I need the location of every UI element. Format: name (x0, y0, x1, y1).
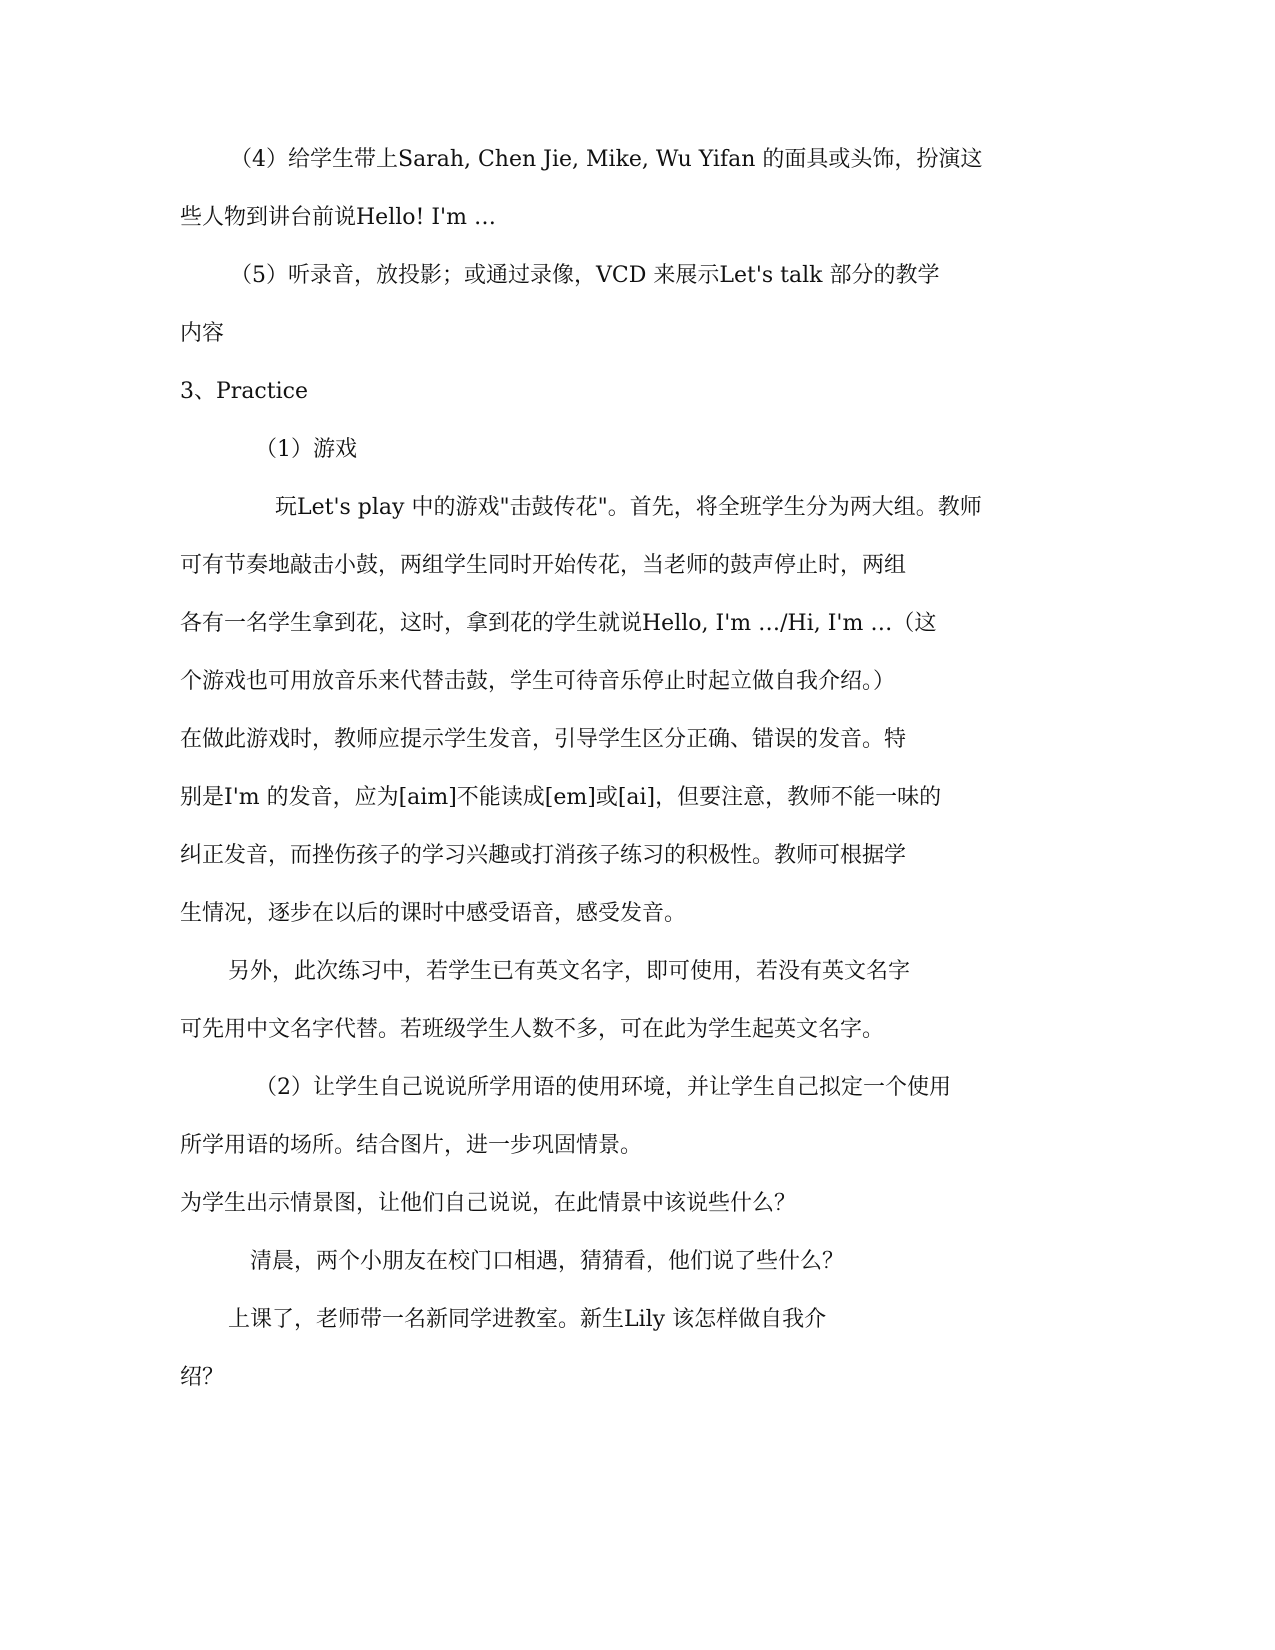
text-line-20: 清晨，两个小朋友在校门口相遇，猜猜看，他们说了些什么？ (250, 1249, 845, 1274)
text-line-7: 玩Let's play 中的游戏"击鼓传花"。首先，将全班学生分为两大组。教师 (275, 495, 982, 520)
text-line-4: 内容 (180, 321, 225, 346)
text-line-8: 可有节奏地敲击小鼓，两组学生同时开始传花，当老师的鼓声停止时，两组 (180, 553, 907, 578)
text-line-9: 各有一名学生拿到花，这时，拿到花的学生就说Hello, I'm …/Hi, I'm …（这 (180, 611, 937, 636)
section-heading-practice: 3、Practice (180, 379, 308, 404)
text-line-15: 另外，此次练习中，若学生已有英文名字，即可使用，若没有英文名字 (228, 959, 911, 984)
text-line-16: 可先用中文名字代替。若班级学生人数不多，可在此为学生起英文名字。 (180, 1017, 885, 1042)
text-line-22: 绍？ (180, 1365, 225, 1390)
text-line-1: （4）给学生带上Sarah, Chen Jie, Mike, Wu Yifan 的面具或头饰，扮演这 (230, 147, 983, 172)
text-line-19: 为学生出示情景图，让他们自己说说，在此情景中该说些什么？ (180, 1191, 797, 1216)
text-line-3: （5）听录音，放投影；或通过录像，VCD 来展示Let's talk 部分的教学 (230, 263, 940, 288)
text-line-14: 生情况，逐步在以后的课时中感受语音，感受发音。 (180, 901, 687, 926)
text-line-2: 些人物到讲台前说Hello! I'm … (180, 205, 496, 230)
text-line-10: 个游戏也可用放音乐来代替击鼓，学生可待音乐停止时起立做自我介绍。） (180, 669, 896, 694)
text-line-17: （2）让学生自己说说所学用语的使用环境，并让学生自己拟定一个使用 (255, 1075, 951, 1100)
text-line-13: 纠正发音，而挫伤孩子的学习兴趣或打消孩子练习的积极性。教师可根据学 (180, 843, 907, 868)
text-line-18: 所学用语的场所。结合图片，进一步巩固情景。 (180, 1133, 643, 1158)
text-line-21: 上课了，老师带一名新同学进教室。新生Lily 该怎样做自我介 (228, 1307, 827, 1332)
text-line-12: 别是I'm 的发音，应为[aim]不能读成[em]或[ai]，但要注意，教师不能一味的 (180, 785, 942, 810)
text-line-11: 在做此游戏时，教师应提示学生发音，引导学生区分正确、错误的发音。特 (180, 727, 907, 752)
subheading-game: （1）游戏 (255, 437, 357, 462)
